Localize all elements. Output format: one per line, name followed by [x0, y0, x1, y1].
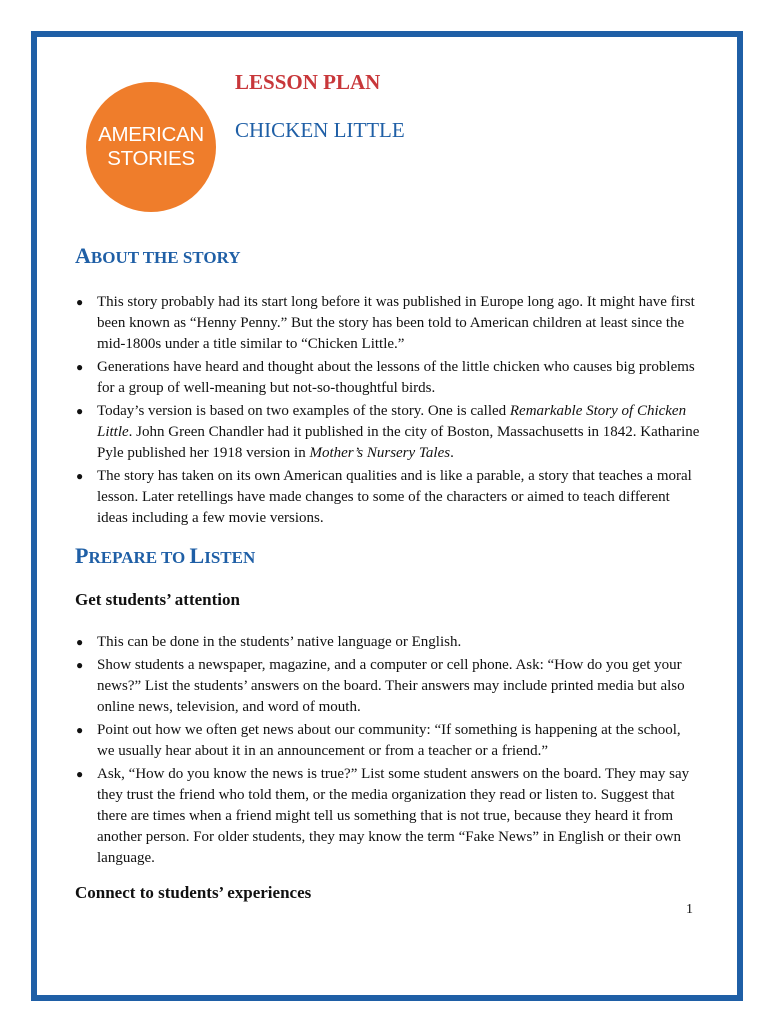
connect-subheading: Connect to students’ experiences: [75, 883, 312, 902]
bullet-icon: ●: [76, 635, 84, 649]
about-bullet-list: [75, 292, 700, 531]
document-type: LESSON PLAN: [235, 70, 381, 94]
logo-line-1: AMERICAN: [98, 123, 204, 146]
document-title: CHICKEN LITTLE: [235, 118, 405, 142]
list-item: ● Today’s version is based on two examples of the story. One is called Remarkable Story of Chicken Little. John Green Chandler had it published in the city of Boston, Massachusetts in 1842. Katharine Pyle published her 1918 version in Mother’s Nursery Tales.: [76, 403, 700, 461]
american-stories-logo: [86, 82, 216, 212]
list-item: ● This can be done in the students’ native language or English.: [75, 632, 700, 653]
bullet-icon: ●: [76, 658, 84, 672]
logo-line-2: STORIES: [107, 147, 195, 170]
list-item: ● This story probably had its start long before it was published in Europe long ago. It might have first been known as “Henny Penny.” But the story has been told to American children at least since the mid-1800s under a title similar to “Chicken Little.”: [76, 294, 695, 352]
page-number: 1: [686, 902, 693, 917]
bullet-icon: ●: [76, 360, 84, 374]
about-heading: ABOUT THE STORY: [75, 243, 241, 268]
book-title: Remarkable Story of Chicken Little: [97, 403, 687, 440]
list-item: ● The story has taken on its own American qualities and is like a parable, a story that teaches a moral lesson. Later retellings have made changes to some of the characters or aimed to teach different ideas including a few movie versions.: [76, 468, 692, 526]
prepare-heading: PREPARE TO LISTEN: [75, 543, 256, 568]
bullet-icon: ●: [76, 767, 84, 781]
bullet-icon: ●: [76, 404, 84, 418]
bullet-icon: ●: [76, 469, 84, 483]
list-item: ● Ask, “How do you know the news is true?” List some student answers on the board. They may say they trust the friend who told them, or the media organization they read or listen to. Suggest that there are times when a friend might tell us something that is not true, because they heard it from another person. For older students, they may know the term “Fake News” in English or their own language.: [76, 766, 690, 866]
list-item: ● Show students a newspaper, magazine, and a computer or cell phone. Ask: “How do you get your news?” List the students’ answers on the board. Their answers may include printed media but also online news, television, and word of mouth.: [76, 657, 685, 715]
attention-subheading: Get students’ attention: [75, 590, 240, 609]
bullet-icon: ●: [76, 295, 84, 309]
bullet-icon: ●: [76, 723, 84, 737]
prepare-bullet-list: [75, 632, 700, 871]
book-title: Mother’s Nursery Tales: [309, 445, 451, 461]
list-item: ● Point out how we often get news about our community: “If something is happening at the school, we usually hear about it in an announcement or from a teacher or a friend.”: [76, 722, 681, 759]
list-item: ● Generations have heard and thought about the lessons of the little chicken who causes big problems for a group of well-meaning but not-so-thoughtful birds.: [76, 359, 695, 396]
